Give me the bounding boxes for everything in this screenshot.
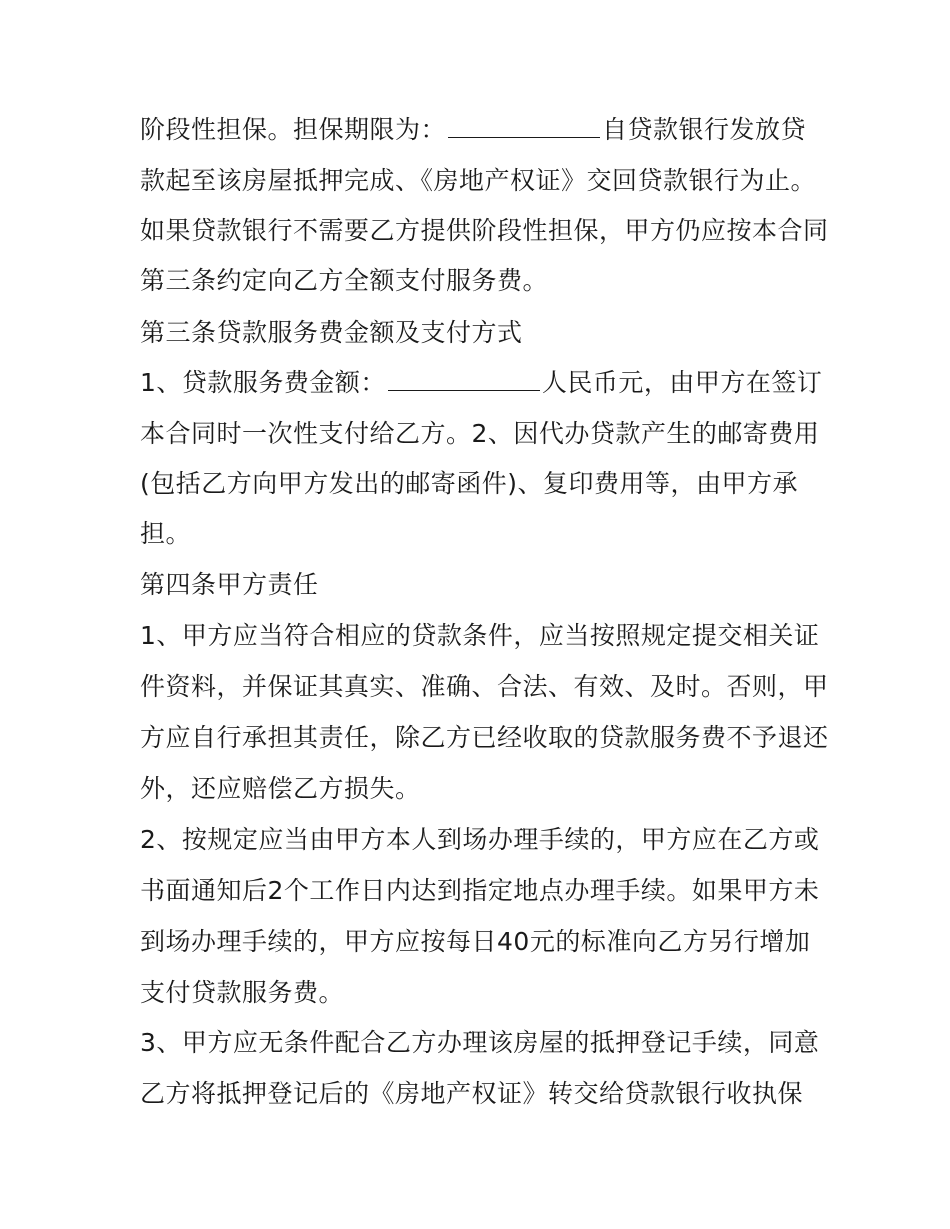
text-line: 担。 [140, 519, 192, 548]
text-line: 外，还应赔偿乙方损失。 [140, 774, 421, 803]
fill-in-blank [448, 115, 600, 138]
text-segment: 1、贷款服务费金额： [140, 368, 386, 397]
section-heading: 第四条甲方责任 [140, 570, 319, 599]
text-line: 乙方将抵押登记后的《房地产权证》转交给贷款银行收执保 [140, 1079, 804, 1108]
text-segment: 人民币元，由甲方在签订 [541, 368, 823, 397]
text-line: 支付贷款服务费。 [140, 978, 345, 1007]
text-segment: 阶段性担保。担保期限为： [140, 115, 447, 144]
text-line: 本合同时一次性支付给乙方。2、因代办贷款产生的邮寄费用 [140, 419, 820, 448]
text-line: 2、按规定应当由甲方本人到场办理手续的，甲方应在乙方或 [140, 825, 820, 854]
text-segment: 自贷款银行发放贷 [602, 115, 807, 144]
text-line: 3、甲方应无条件配合乙方办理该房屋的抵押登记手续，同意 [140, 1028, 820, 1057]
text-line: 书面通知后2个工作日内达到指定地点办理手续。如果甲方未 [140, 876, 820, 905]
text-line: 方应自行承担其责任，除乙方已经收取的贷款服务费不予退还 [140, 723, 829, 752]
text-line: 1、甲方应当符合相应的贷款条件，应当按照规定提交相关证 [140, 621, 820, 650]
text-line: 款起至该房屋抵押完成、《房地产权证》交回贷款银行为止。 [140, 166, 817, 195]
text-line: 如果贷款银行不需要乙方提供阶段性担保，甲方仍应按本合同 [140, 216, 829, 245]
section-heading: 第三条贷款服务费金额及支付方式 [140, 318, 523, 347]
text-line [140, 367, 822, 399]
text-line: (包括乙方向甲方发出的邮寄函件)、复印费用等，由甲方承 [140, 469, 799, 498]
text-line: 第三条约定向乙方全额支付服务费。 [140, 266, 549, 295]
fill-in-blank [388, 368, 540, 391]
text-line: 件资料，并保证其真实、准确、合法、有效、及时。否则，甲 [140, 672, 829, 701]
text-line: 到场办理手续的，甲方应按每日40元的标准向乙方另行增加 [140, 927, 811, 956]
text-line [140, 114, 806, 146]
